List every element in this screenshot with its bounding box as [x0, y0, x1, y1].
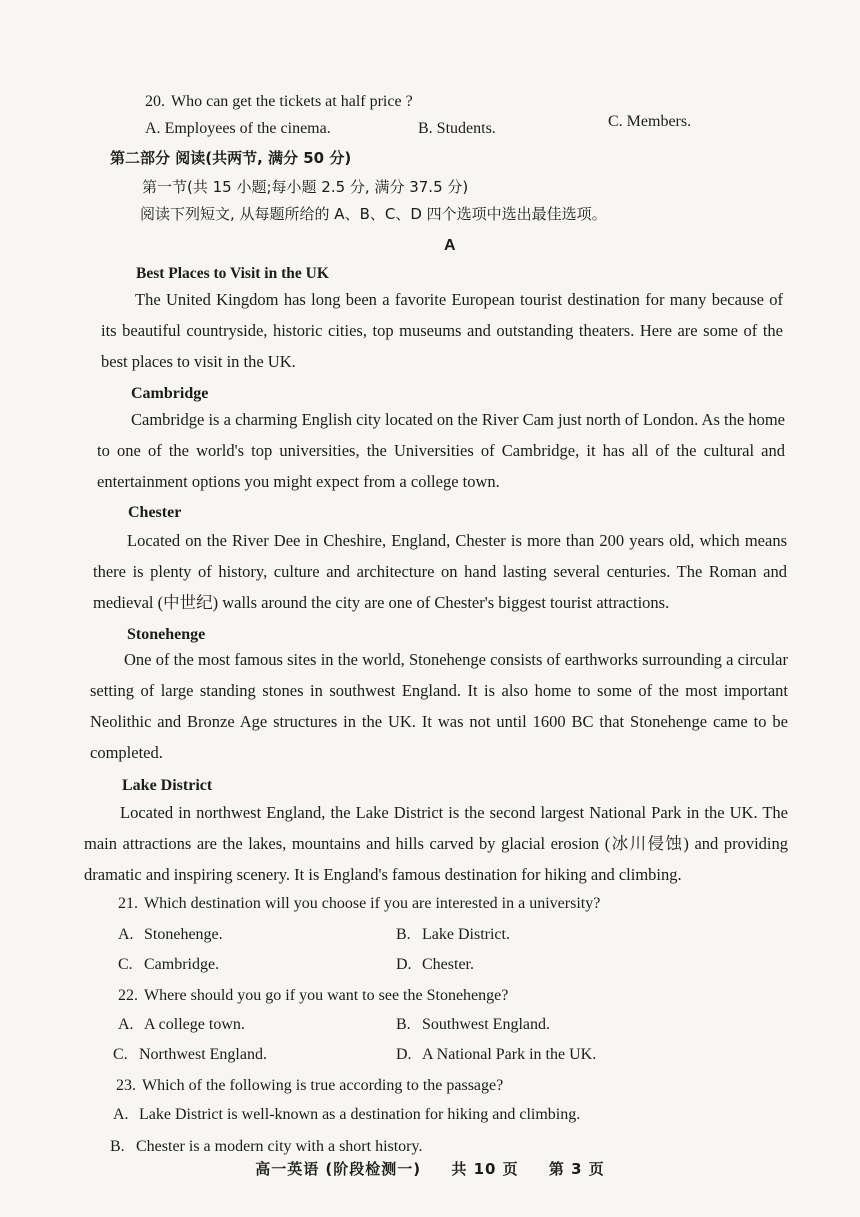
footer-page-number: 第 3 页 — [548, 1160, 605, 1178]
passage-title: Best Places to Visit in the UK — [136, 265, 329, 282]
option-20-b — [418, 120, 496, 138]
question-23 — [116, 1076, 503, 1096]
option-21-a — [118, 926, 223, 944]
question-number: 23. — [116, 1077, 136, 1094]
section-heading-stonehenge: Stonehenge — [127, 626, 206, 643]
option-text: Lake District. — [422, 926, 510, 943]
option-letter: B. — [396, 1016, 411, 1033]
option-letter: B. — [418, 120, 433, 137]
option-22-a — [118, 1016, 245, 1034]
option-21-b — [396, 926, 510, 944]
passage-intro: The United Kingdom has long been a favorite European tourist destination for many because of its beautiful countryside, historic cities, top museums and outstanding theaters. Here are some of the best places to visit in the UK. — [101, 290, 783, 371]
question-text: Which of the following is true according to the passage? — [142, 1077, 504, 1094]
section-instruction: 阅读下列短文, 从每题所给的 A、B、C、D 四个选项中选出最佳选项。 — [140, 205, 607, 223]
option-letter: B. — [110, 1138, 125, 1155]
option-text: Southwest England. — [422, 1016, 550, 1033]
section-heading: 第二部分 阅读(共两节, 满分 50 分) — [110, 149, 352, 167]
section-subheading: 第一节(共 15 小题;每小题 2.5 分, 满分 37.5 分) — [142, 178, 469, 196]
option-letter: A. — [118, 1016, 134, 1033]
option-text: Chester. — [422, 956, 474, 973]
passage-letter: A — [444, 237, 456, 254]
option-letter: C. — [118, 956, 133, 973]
section-heading-chester: Chester — [128, 504, 182, 521]
option-letter: D. — [396, 956, 412, 973]
option-letter: A. — [145, 120, 161, 137]
option-23-a — [113, 1106, 580, 1124]
section-text-lake-district: Located in northwest England, the Lake District is the second largest National Park in the UK. The main attractions are the lakes, mountains and hills carved by glacial erosion (冰川侵蚀) and providing dramatic and inspiring scenery. It is England's famous destination for hiking and climbing. — [84, 803, 788, 884]
option-letter: D. — [396, 1046, 412, 1063]
section-text-stonehenge: One of the most famous sites in the world, Stonehenge consists of earthworks surrounding a circular setting of large standing stones in southwest England. It is also home to some of the most important Neolithic and Bronze Age structures in the UK. It was not until 1600 BC that Stonehenge came to be completed. — [90, 650, 788, 762]
option-letter: C. — [113, 1046, 128, 1063]
option-text: Northwest England. — [139, 1046, 267, 1063]
section-heading-lake-district: Lake District — [122, 777, 213, 794]
question-number: 22. — [118, 987, 138, 1004]
option-text: Members. — [626, 113, 692, 130]
section-text-chester: Located on the River Dee in Cheshire, England, Chester is more than 200 years old, which means there is plenty of history, culture and architecture on hand lasting several centuries. The Roman and medieval (中世纪) walls around the city are one of Chester's biggest tourist attractions. — [93, 531, 787, 612]
option-text: Employees of the cinema. — [164, 120, 331, 137]
footer-total-pages: 共 10 页 — [451, 1160, 519, 1178]
option-text: Students. — [436, 120, 496, 137]
option-letter: A. — [113, 1106, 129, 1123]
option-text: Chester is a modern city with a short history. — [136, 1138, 423, 1155]
option-letter: B. — [396, 926, 411, 943]
option-text: Stonehenge. — [144, 926, 223, 943]
option-letter: C. — [608, 113, 623, 130]
question-number: 20. — [145, 93, 165, 110]
question-text: Which destination will you choose if you are interested in a university? — [144, 895, 601, 912]
option-20-c — [608, 113, 691, 131]
option-21-c — [118, 956, 219, 974]
option-22-c — [113, 1046, 267, 1064]
question-20 — [145, 92, 413, 112]
option-22-b — [396, 1016, 550, 1034]
option-text: A National Park in the UK. — [422, 1046, 597, 1063]
question-22 — [118, 986, 508, 1006]
option-text: Lake District is well-known as a destination for hiking and climbing. — [139, 1106, 581, 1123]
section-heading-cambridge: Cambridge — [131, 385, 209, 402]
question-21 — [118, 894, 600, 914]
question-number: 21. — [118, 895, 138, 912]
option-23-b — [110, 1138, 422, 1156]
option-letter: A. — [118, 926, 134, 943]
question-text: Where should you go if you want to see the Stonehenge? — [144, 987, 509, 1004]
option-text: Cambridge. — [144, 956, 220, 973]
option-21-d — [396, 956, 474, 974]
page-footer — [0, 1158, 860, 1179]
footer-subject: 高一英语 (阶段检测一) — [255, 1160, 422, 1178]
section-text-cambridge: Cambridge is a charming English city located on the River Cam just north of London. As the home to one of the world's top universities, the Universities of Cambridge, it has all of the cultural and entertainment options you might expect from a college town. — [97, 410, 785, 491]
option-text: A college town. — [144, 1016, 245, 1033]
option-20-a — [145, 120, 331, 138]
question-text: Who can get the tickets at half price ? — [171, 93, 413, 110]
option-22-d — [396, 1046, 596, 1064]
